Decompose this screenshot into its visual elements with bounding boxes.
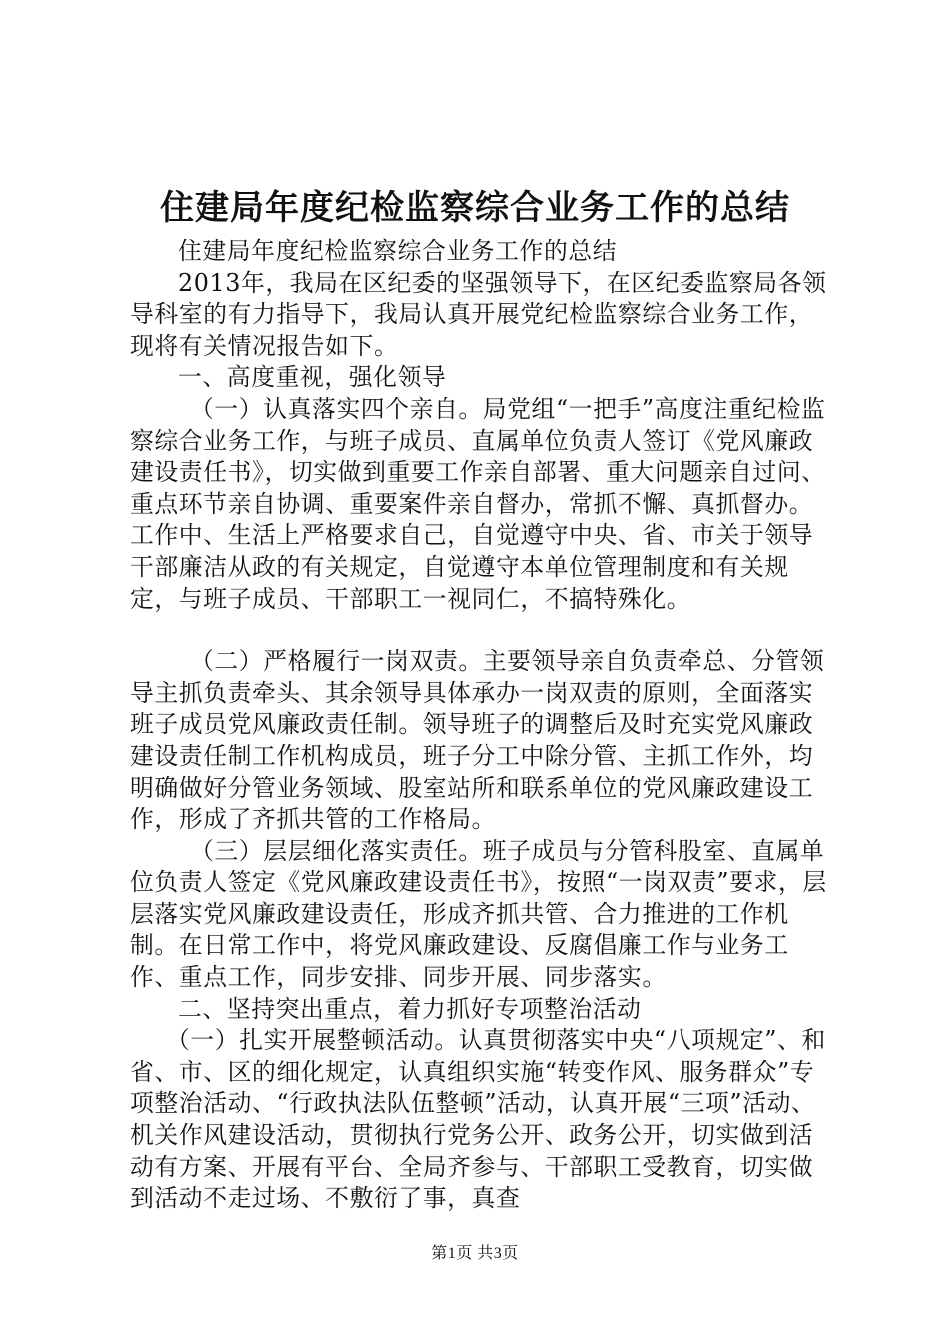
paragraph-intro: 2013年，我局在区纪委的坚强领导下，在区纪委监察局各领导科室的有力指导下，我局认真开展党纪检监察综合业务工作，现将有关情况报告如下。	[130, 268, 827, 360]
section-heading-2: 二、坚持突出重点，着力抓好专项整治活动	[178, 994, 642, 1023]
paragraph-1-1: （一）认真落实四个亲自。局党组“一把手”高度注重纪检监察综合业务工作，与班子成员、直属单位负责人签订《党风廉政建设责任书》，切实做到重要工作亲自部署、重大问题亲自过问、重点环节亲自协调、重要案件亲自督办，常抓不懈、真抓督办。工作中、生活上严格要求自己，自觉遵守中央、省、市关于领导干部廉洁从政的有关规定，自觉遵守本单位管理制度和有关规定，与班子成员、干部职工一视同仁，不搞特殊化。	[130, 394, 826, 613]
section-heading-1: 一、高度重视，强化领导	[178, 363, 447, 392]
page-number: 第1页 共3页	[431, 1245, 519, 1262]
paragraph-1-2: （二）严格履行一岗双责。主要领导亲自负责牵总、分管领导主抓负责牵头、其余领导具体承办一岗双责的原则，全面落实班子成员党风廉政责任制。领导班子的调整后及时充实党风廉政建设责任制工作机构成员，班子分工中除分管、主抓工作外，均明确做好分管业务领域、股室站所和联系单位的党风廉政建设工作，形成了齐抓共管的工作格局。	[130, 647, 825, 834]
paragraph-1-3: （三）层层细化落实责任。班子成员与分管科股室、直属单位负责人签定《党风廉政建设责任书》，按照“一岗双责”要求，层层落实党风廉政建设责任，形成齐抓共管、合力推进的工作机制。在日常工作中，将党风廉政建设、反腐倡廉工作与业务工作、重点工作，同步安排、同步开展、同步落实。	[130, 836, 827, 992]
paragraph-gap	[130, 615, 830, 646]
document-body	[130, 236, 830, 1215]
document-subtitle: 住建局年度纪检监察综合业务工作的总结	[178, 237, 618, 265]
paragraph-2-1: （一）扎实开展整顿活动。认真贯彻落实中央“八项规定”、和省、市、区的细化规定，认真组织实施“转变作风、服务群众”专项整治活动、“行政执法队伍整顿”活动，认真开展“三项”活动、机关作风建设活动，贯彻执行党务公开、政务公开，切实做到活动有方案、开展有平台、全局齐参与、干部职工受教育，切实做到活动不走过场、不敷衍了事，真查	[130, 1026, 826, 1213]
document-title: 住建局年度纪检监察综合业务工作的总结	[160, 188, 790, 228]
